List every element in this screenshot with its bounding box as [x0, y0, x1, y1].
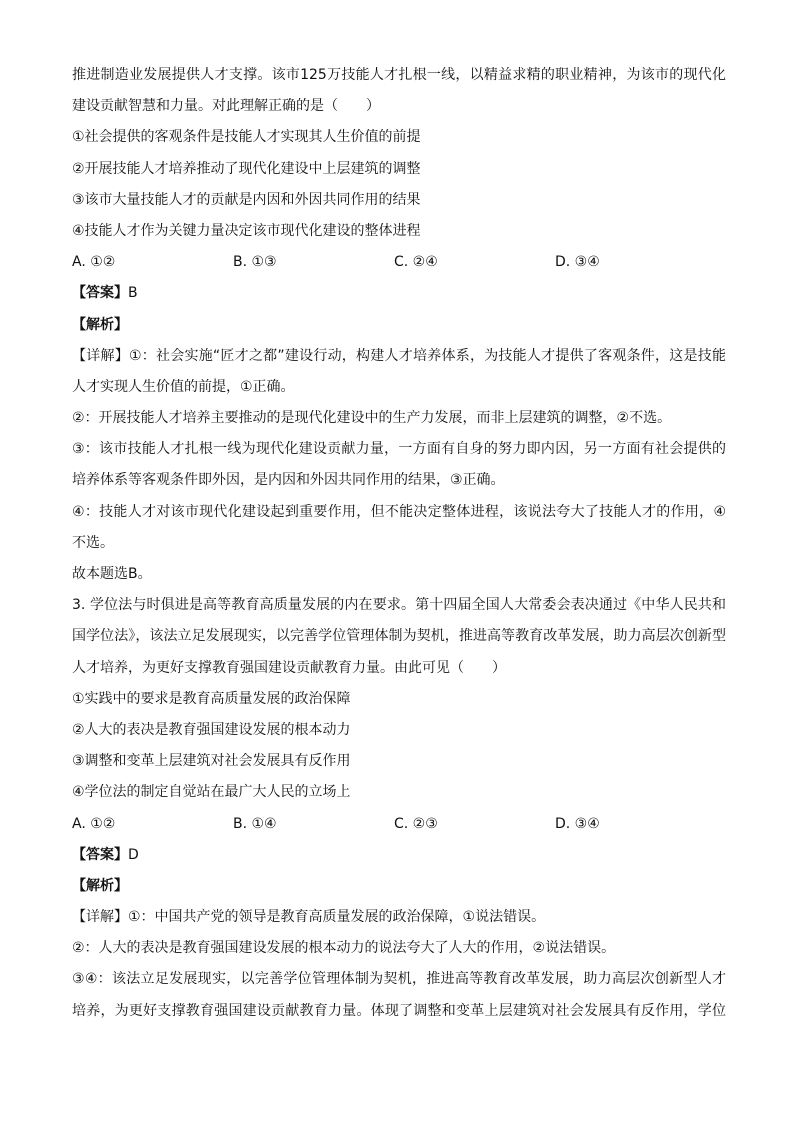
q3-options — [72, 809, 726, 840]
q2-answer-value: B — [128, 285, 138, 302]
q2-detail-line-1: 【详解】①：社会实施“匠才之都”建设行动，构建人才培养体系，为技能人才提供了客观条件，这是技能 — [72, 347, 726, 364]
q3-detail-line-1: 【详解】①：中国共产党的领导是教育高质量发展的政治保障，①说法错误。 — [72, 909, 546, 926]
q2-option-c: C. ②④ — [394, 254, 438, 271]
q2-answer — [72, 278, 726, 309]
q2-detail-line-6: ④：技能人才对该市现代化建设起到重要作用，但不能决定整体进程，该说法夸大了技能人才的作用，④ — [72, 503, 726, 520]
q3-statement-4: ④学位法的制定自觉站在最广大人民的立场上 — [72, 784, 351, 801]
q3-answer-label: 【答案】 — [72, 846, 128, 863]
q2-analysis-label: 【解析】 — [72, 316, 128, 333]
q3-analysis-heading — [72, 871, 726, 902]
q3-option-c: C. ②③ — [394, 815, 438, 832]
q2-stem-line-1: 推进制造业发展提供人才支撑。该市125万技能人才扎根一线，以精益求精的职业精神，为该市的现代化 — [72, 67, 726, 83]
q2-option-d: D. ③④ — [555, 254, 600, 271]
document-page — [72, 60, 726, 1027]
q2-statement-4: ④技能人才作为关键力量决定该市现代化建设的整体进程 — [72, 222, 421, 239]
q3-stem-line-3: 人才培养，为更好支撑教育强国建设贡献教育力量。由此可见（ ） — [72, 659, 506, 676]
q3-detail-line-2: ②：人大的表决是教育强国建设发展的根本动力的说法夸大了人大的作用，②说法错误。 — [72, 940, 616, 957]
q2-option-b: B. ①③ — [233, 254, 277, 271]
q3-option-d: D. ③④ — [555, 815, 600, 832]
q2-detail-line-3: ②：开展技能人才培养主要推动的是现代化建设中的生产力发展，而非上层建筑的调整，②不选。 — [72, 410, 672, 427]
q2-statement-2: ②开展技能人才培养推动了现代化建设中上层建筑的调整 — [72, 160, 421, 177]
q3-option-a: A. ①② — [72, 815, 116, 832]
q2-statement-3: ③该市大量技能人才的贡献是内因和外因共同作用的结果 — [72, 191, 421, 208]
q3-stem-line-2: 国学位法》，该法立足发展现实，以完善学位管理体制为契机，推进高等教育改革发展，助力高层次创新型 — [72, 628, 726, 645]
q3-statement-1: ①实践中的要求是教育高质量发展的政治保障 — [72, 690, 351, 707]
q2-detail-line-2: 人才实现人生价值的前提，①正确。 — [72, 378, 295, 395]
q3-option-b: B. ①④ — [233, 815, 277, 832]
q2-options — [72, 247, 726, 278]
q3-stem-line-1: 3. 学位法与时俱进是高等教育高质量发展的内在要求。第十四届全国人大常委会表决通过《中华人民共和 — [72, 597, 726, 614]
q2-analysis-heading — [72, 310, 726, 341]
q3-answer — [72, 840, 726, 871]
q2-statement-1: ①社会提供的客观条件是技能人才实现其人生价值的前提 — [72, 129, 421, 146]
q2-option-a: A. ①② — [72, 254, 116, 271]
q2-detail-line-8: 故本题选B。 — [72, 566, 152, 582]
q2-stem-line-2: 建设贡献智慧和力量。对此理解正确的是（ ） — [72, 98, 380, 115]
q3-statement-2: ②人大的表决是教育强国建设发展的根本动力 — [72, 721, 351, 738]
q2-detail-line-5: 培养体系等客观条件即外因，是内因和外因共同作用的结果，③正确。 — [72, 472, 505, 489]
q3-statement-3: ③调整和变革上层建筑对社会发展具有反作用 — [72, 753, 351, 770]
q2-detail-line-7: 不选。 — [72, 534, 114, 551]
q3-analysis-label: 【解析】 — [72, 877, 128, 894]
q2-answer-label: 【答案】 — [72, 285, 128, 302]
q3-answer-value: D — [128, 846, 139, 863]
q2-detail-line-4: ③：该市技能人才扎根一线为现代化建设贡献力量，一方面有自身的努力即内因，另一方面有社会提供的 — [72, 441, 726, 458]
q3-detail-line-3: ③④：该法立足发展现实，以完善学位管理体制为契机，推进高等教育改革发展，助力高层次创新型人才 — [72, 971, 726, 988]
q3-detail-line-4: 培养，为更好支撑教育强国建设贡献教育力量。体现了调整和变革上层建筑对社会发展具有反作用，学位 — [72, 1002, 726, 1019]
